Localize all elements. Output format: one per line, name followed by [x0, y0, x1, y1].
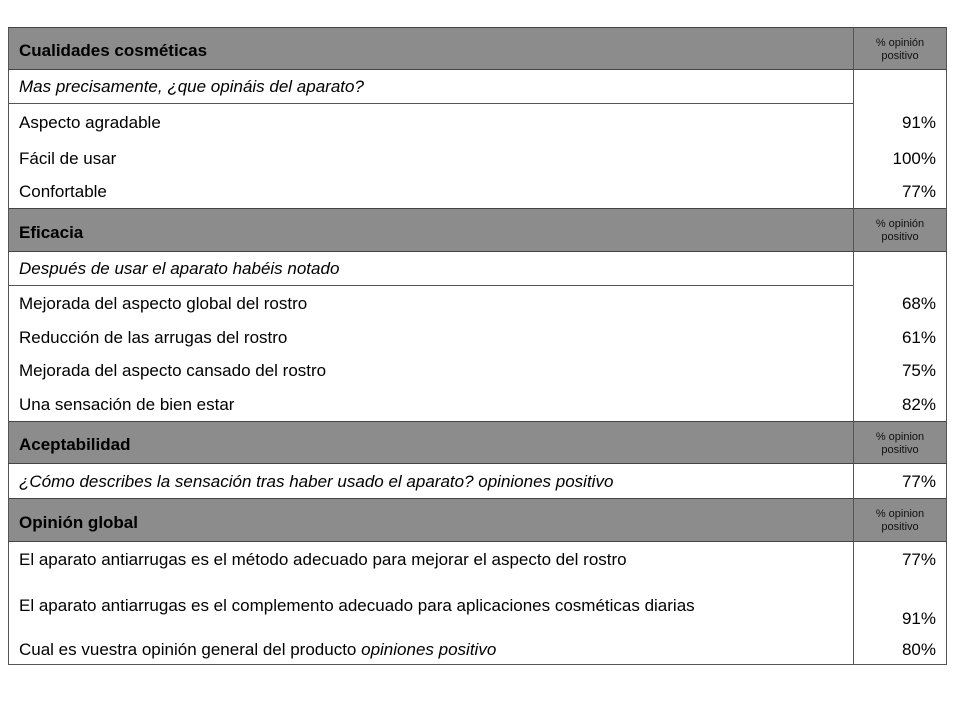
- question-value: 77%: [854, 464, 947, 499]
- item-value: 80%: [854, 635, 947, 665]
- table-row: [9, 635, 947, 665]
- question-row: [9, 70, 947, 104]
- column-header-percent: % opinion positivo: [854, 422, 947, 464]
- section-title: Aceptabilidad: [9, 422, 854, 464]
- table-row: [9, 104, 947, 142]
- item-label: Fácil de usar: [9, 142, 854, 176]
- section-title: Opinión global: [9, 499, 854, 542]
- column-header-percent: % opinion positivo: [854, 499, 947, 542]
- survey-results-table: [8, 27, 947, 665]
- item-label: Aspecto agradable: [9, 104, 854, 142]
- item-value: 61%: [854, 321, 947, 354]
- section-header-global: [9, 499, 947, 542]
- table-row: [9, 321, 947, 354]
- question-row: [9, 252, 947, 286]
- item-label-text: Cual es vuestra opinión general del producto: [19, 639, 357, 659]
- item-value: 77%: [854, 176, 947, 209]
- table-row: [9, 142, 947, 176]
- column-header-percent: % opinión positivo: [854, 28, 947, 70]
- item-label-suffix: opiniones positivo: [361, 639, 497, 659]
- item-value: 91%: [854, 577, 947, 635]
- item-value: 82%: [854, 388, 947, 422]
- item-value: 75%: [854, 354, 947, 388]
- section-header-cosmetic: [9, 28, 947, 70]
- question-row: [9, 464, 947, 499]
- table-row: [9, 286, 947, 321]
- item-label: Confortable: [9, 176, 854, 209]
- table-row: [9, 577, 947, 635]
- column-header-percent: % opinión positivo: [854, 209, 947, 252]
- item-value: 68%: [854, 286, 947, 321]
- empty-cell: [854, 70, 947, 104]
- section-header-efficacy: [9, 209, 947, 252]
- question-text: Mas precisamente, ¿que opináis del aparato?: [9, 70, 854, 104]
- item-value: 100%: [854, 142, 947, 176]
- table-row: [9, 388, 947, 422]
- section-header-acceptability: [9, 422, 947, 464]
- question-text: Después de usar el aparato habéis notado: [9, 252, 854, 286]
- item-label: Una sensación de bien estar: [9, 388, 854, 422]
- table-row: [9, 542, 947, 577]
- section-title: Cualidades cosméticas: [9, 28, 854, 70]
- item-label: Mejorada del aspecto global del rostro: [9, 286, 854, 321]
- item-label: El aparato antiarrugas es el complemento adecuado para aplicaciones cosméticas diarias: [9, 577, 854, 635]
- table-row: [9, 354, 947, 388]
- section-title: Eficacia: [9, 209, 854, 252]
- item-value: 91%: [854, 104, 947, 142]
- item-label: Mejorada del aspecto cansado del rostro: [9, 354, 854, 388]
- item-label: El aparato antiarrugas es el método adecuado para mejorar el aspecto del rostro: [9, 542, 854, 577]
- item-value: 77%: [854, 542, 947, 577]
- question-text: ¿Cómo describes la sensación tras haber usado el aparato? opiniones positivo: [9, 464, 854, 499]
- empty-cell: [854, 252, 947, 286]
- item-label: Reducción de las arrugas del rostro: [9, 321, 854, 354]
- table-row: [9, 176, 947, 209]
- item-label: [9, 635, 854, 665]
